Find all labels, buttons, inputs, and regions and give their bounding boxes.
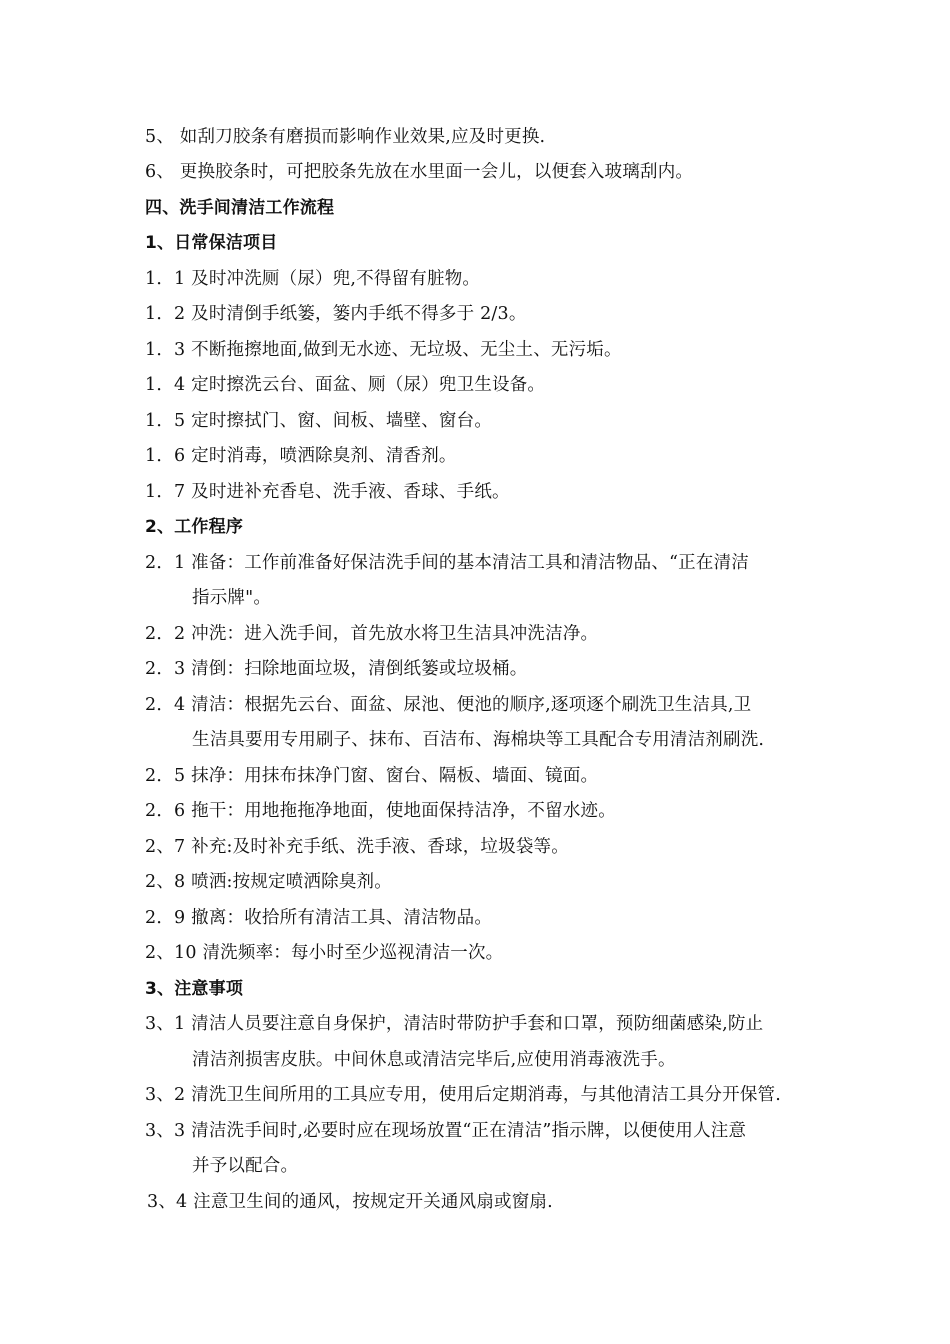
list-item: 1．6 定时消毒，喷洒除臭剂、清香剂。: [145, 446, 457, 466]
list-item: 2．1 准备：工作前准备好保洁洗手间的基本清洁工具和清洁物品、“正在清洁: [145, 553, 749, 573]
subsection-heading: 3、注意事项: [145, 979, 244, 999]
list-item: 3、1 清洁人员要注意自身保护，清洁时带防护手套和口罩，预防细菌感染,防止: [145, 1014, 764, 1034]
list-item: 1．2 及时清倒手纸篓，篓内手纸不得多于 2/3。: [145, 304, 527, 324]
list-item-continuation: 生洁具要用专用刷子、抹布、百洁布、海棉块等工具配合专用清洁剂刷洗.: [192, 730, 765, 750]
list-item: 2、7 补充:及时补充手纸、洗手液、香球，垃圾袋等。: [145, 837, 569, 857]
list-item: 3、4 注意卫生间的通风，按规定开关通风扇或窗扇.: [147, 1192, 553, 1212]
subsection-heading: 2、工作程序: [145, 517, 244, 537]
list-item: 1．4 定时擦洗云台、面盆、厕（尿）兜卫生设备。: [145, 375, 546, 395]
list-item: 2．3 清倒：扫除地面垃圾，清倒纸篓或垃圾桶。: [145, 659, 528, 679]
list-item: 2、10 清洗频率：每小时至少巡视清洁一次。: [145, 943, 504, 963]
list-item-continuation: 并予以配合。: [192, 1156, 299, 1176]
list-item: 3、3 清洁洗手间时,必要时应在现场放置“正在清洁”指示牌，以便使用人注意: [145, 1121, 747, 1141]
list-item: 2．6 拖干：用地拖拖净地面，使地面保持洁净，不留水迹。: [145, 801, 616, 821]
list-item: 1．5 定时擦拭门、窗、间板、墙壁、窗台。: [145, 411, 493, 431]
list-item: 1．7 及时进补充香皂、洗手液、香球、手纸。: [145, 482, 510, 502]
list-item: 2．9 撤离：收拾所有清洁工具、清洁物品。: [145, 908, 493, 928]
list-item: 5、 如刮刀胶条有磨损而影响作业效果,应及时更换.: [145, 127, 546, 147]
list-item: 2．2 冲洗：进入洗手间，首先放水将卫生洁具冲洗洁净。: [145, 624, 599, 644]
list-item: 1．1 及时冲洗厕（尿）兜,不得留有脏物。: [145, 269, 481, 289]
list-item: 2．5 抹净：用抹布抹净门窗、窗台、隔板、墙面、镜面。: [145, 766, 599, 786]
list-item: 2、8 喷洒:按规定喷洒除臭剂。: [145, 872, 392, 892]
list-item: 2．4 清洁：根据先云台、面盆、尿池、便池的顺序,逐项逐个刷洗卫生洁具,卫: [145, 695, 752, 715]
list-item: 3、2 清洗卫生间所用的工具应专用，使用后定期消毒，与其他清洁工具分开保管.: [145, 1085, 781, 1105]
list-item-continuation: 指示牌"。: [192, 588, 272, 608]
subsection-heading: 1、日常保洁项目: [145, 233, 278, 253]
list-item-continuation: 清洁剂损害皮肤。中间休息或清洁完毕后,应使用消毒液洗手。: [192, 1050, 676, 1070]
list-item: 1．3 不断拖擦地面,做到无水迹、无垃圾、无尘土、无污垢。: [145, 340, 622, 360]
section-heading: 四、洗手间清洁工作流程: [145, 198, 335, 218]
list-item: 6、 更换胶条时，可把胶条先放在水里面一会儿，以便套入玻璃刮内。: [145, 162, 694, 182]
